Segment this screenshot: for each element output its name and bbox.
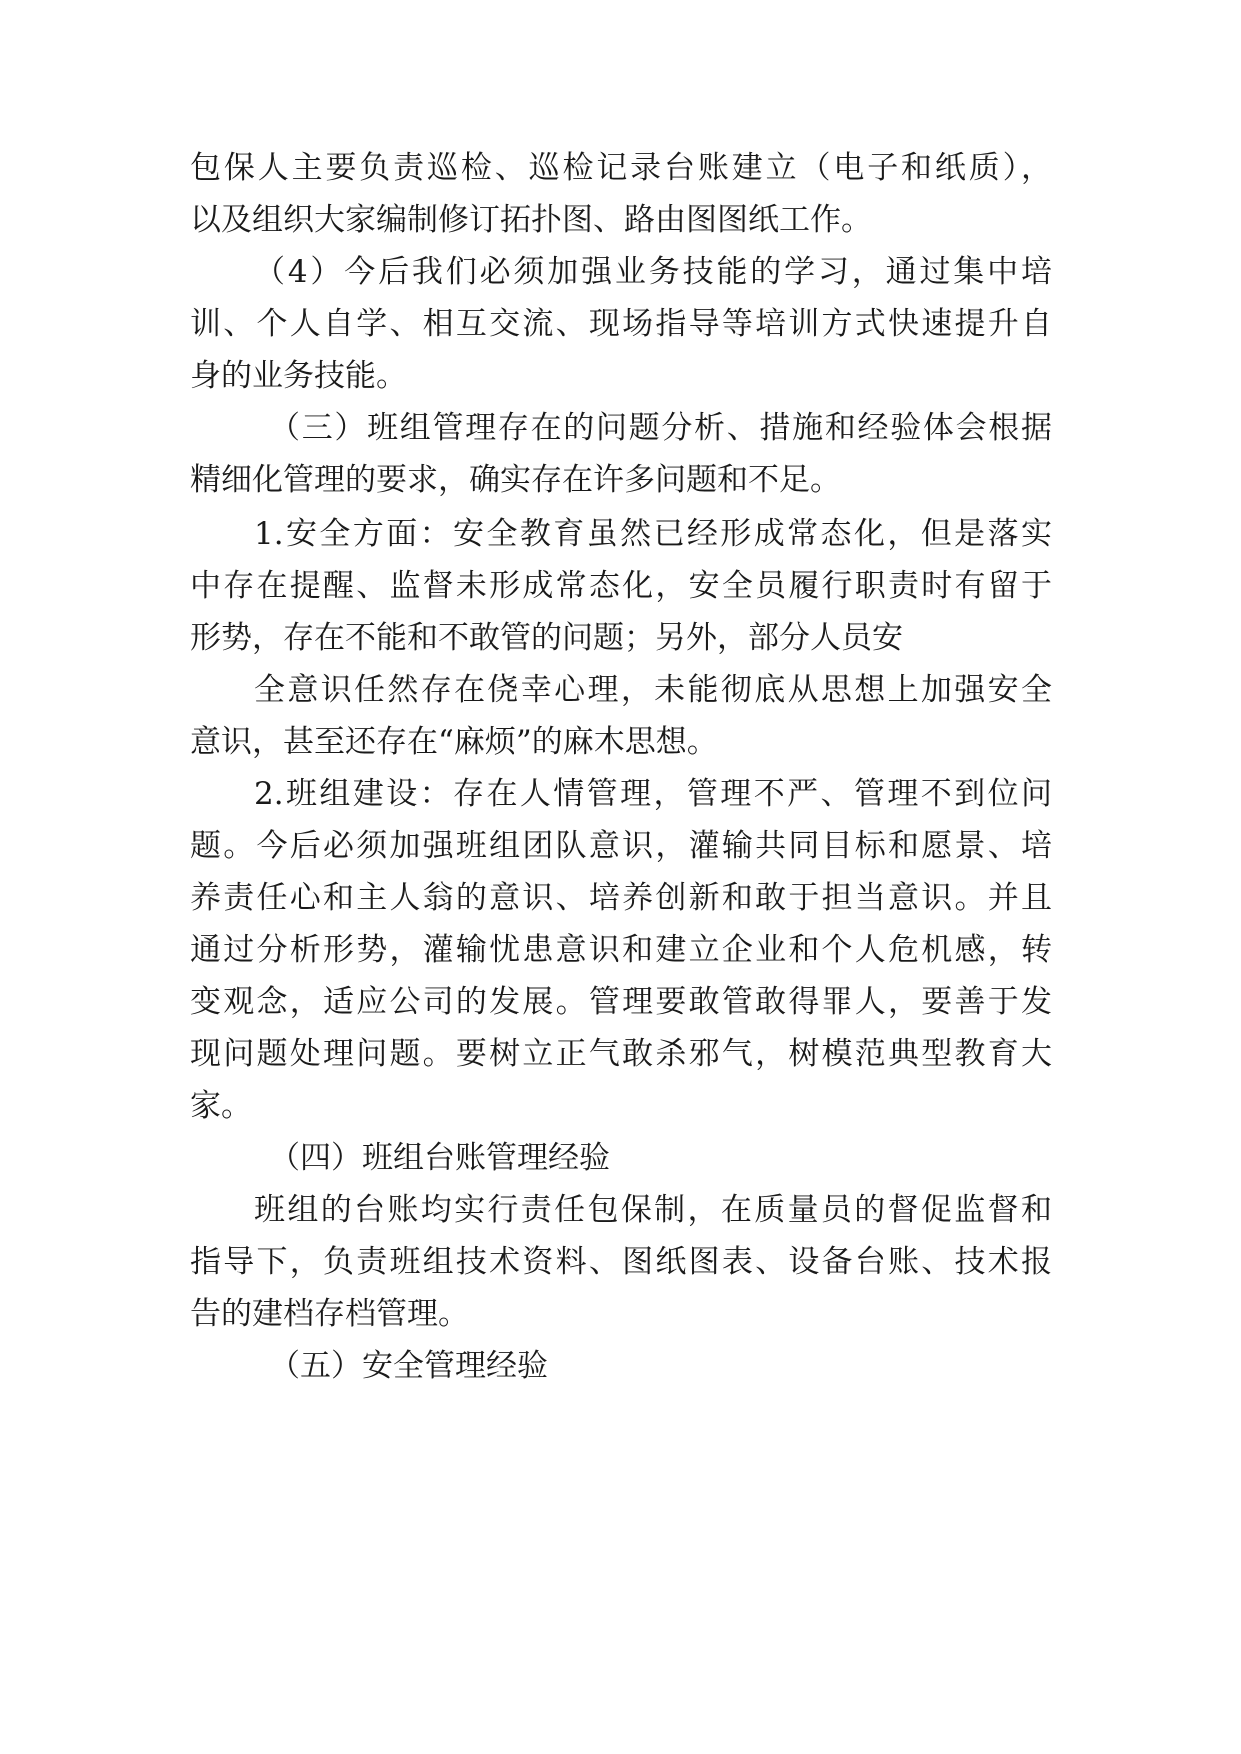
paragraph-line: 现问题处理问题。要树立正气敢杀邪气，树模范典型教育大 — [190, 1036, 1052, 1072]
paragraph-line: 意识，甚至还存在“麻烦”的麻木思想。 — [190, 724, 718, 760]
paragraph-line: 包保人主要负责巡检、巡检记录台账建立（电子和纸质）， — [190, 150, 1052, 186]
paragraph-line: 题。今后必须加强班组团队意识，灌输共同目标和愿景、培 — [190, 828, 1052, 864]
paragraph-line: 变观念，适应公司的发展。管理要敢管敢得罪人，要善于发 — [190, 984, 1052, 1020]
section-heading: （五）安全管理经验 — [269, 1348, 548, 1384]
paragraph-line: 中存在提醒、监督未形成常态化，安全员履行职责时有留于 — [190, 568, 1052, 604]
paragraph-line: （4）今后我们必须加强业务技能的学习，通过集中培 — [254, 254, 1052, 290]
section-heading: （三）班组管理存在的问题分析、措施和经验体会根据 — [269, 410, 1052, 446]
paragraph-line: 形势，存在不能和不敢管的问题；另外，部分人员安 — [190, 620, 903, 656]
paragraph-line: 精细化管理的要求，确实存在许多问题和不足。 — [190, 462, 841, 498]
paragraph-line: 2.班组建设：存在人情管理，管理不严、管理不到位问 — [254, 776, 1052, 812]
paragraph-line: 家。 — [190, 1088, 252, 1124]
section-heading: （四）班组台账管理经验 — [269, 1140, 610, 1176]
paragraph-line: 班组的台账均实行责任包保制，在质量员的督促监督和 — [254, 1192, 1052, 1228]
paragraph-line: 指导下，负责班组技术资料、图纸图表、设备台账、技术报 — [190, 1244, 1052, 1280]
paragraph-line: 通过分析形势，灌输忧患意识和建立企业和个人危机感，转 — [190, 932, 1052, 968]
paragraph-line: 训、个人自学、相互交流、现场指导等培训方式快速提升自 — [190, 306, 1052, 342]
paragraph-line: 告的建档存档管理。 — [190, 1296, 469, 1332]
paragraph-line: 身的业务技能。 — [190, 358, 407, 394]
paragraph-line: 1.安全方面：安全教育虽然已经形成常态化，但是落实 — [254, 516, 1052, 552]
paragraph-line: 养责任心和主人翁的意识、培养创新和敢于担当意识。并且 — [190, 880, 1052, 916]
paragraph-line: 以及组织大家编制修订拓扑图、路由图图纸工作。 — [190, 202, 872, 238]
document-page — [190, 0, 1052, 1754]
paragraph-line: 全意识任然存在侥幸心理，未能彻底从思想上加强安全 — [254, 672, 1052, 708]
